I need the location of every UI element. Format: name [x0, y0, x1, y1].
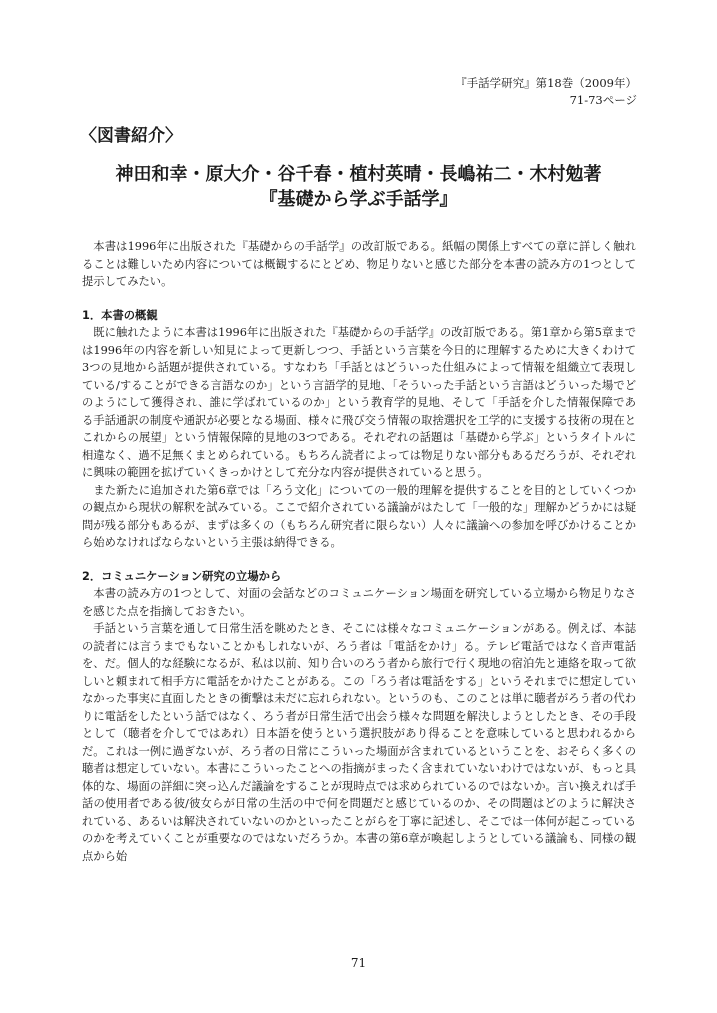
page-number: 71: [350, 956, 367, 970]
section-1-paragraph-1: 既に触れたように本書は1996年に出版された『基礎からの手話学』の改訂版である。第1章から第5章までは1996年の内容を新しい知見によって更新しつつ、手話という言葉を今日的に理解するために大きくわけて3つの見地から話題が提供されている。すなわち「手話とはどういった仕組みによって情報を組織立て表現している/することができる言語なのか」という言語学的見地、「そういった手話という言語はどういった場でどのようにして獲得され、誰に学ばれているのか」という教育学的見地、そして「手話を介した情報保障である手話通訳の制度や通訳が必要となる場面、様々に飛び交う情報の取捨選択を工学的に支援する技術の現在とこれからの展望」という情報保障的見地の3つである。それぞれの話題は「基礎から学ぶ」というタイトルに相違なく、過不足無くまとめられている。もちろん読者によっては物足りない部分もあるだろうが、それぞれに興味の範囲を拡げていくきっかけとして充分な内容が提供されていると思う。: [82, 326, 636, 479]
book-title: 『基礎から学ぶ手話学』: [259, 189, 458, 210]
journal-volume: 『手話学研究』第18巻（2009年）: [455, 76, 637, 90]
journal-pages: 71-73ページ: [569, 93, 637, 107]
authors: 神田和幸・原大介・谷千春・植村英晴・長嶋祐二・木村勉著: [115, 164, 602, 185]
section-2-heading: 2．コミュニケーション研究の立場から: [82, 569, 282, 583]
section-2-paragraph-2: 手話という言葉を通して日常生活を眺めたとき、そこには様々なコミュニケーションがある。例えば、本誌の読者には言うまでもないことかもしれないが、ろう者は「電話をかけ」る。テレビ電話ではなく音声電話を、だ。個人的な経験になるが、私は以前、知り合いのろう者から旅行で行く現地の宿泊先と連絡を取って欲しいと頼まれて相手方に電話をかけたことがある。この「ろう者は電話をする」というそれまでに想定していなかった事実に直面したときの衝撃は未だに忘れられない。というのも、このことは単に聴者がろう者の代わりに電話をしたという話ではなく、ろう者が日常生活で出会う様々な問題を解決しようとしたとき、その手段として（聴者を介してではあれ）日本語を使うという選択肢があり得ることを意味していると思われるからだ。これは一例に過ぎないが、ろう者の日常にこういった場面が含まれているということを、おそらく多くの聴者は想定していない。本書にこういったことへの指摘がまったく含まれていないわけではないが、もっと具体的な、場面の詳細に突っ込んだ議論をすることが現時点では求められているのではないか。言い換えれば手話の使用者である彼/彼女らが日常の生活の中で何を問題だと感じているのか、その問題はどのように解決されている、あるいは解決されていないのかといったことがらを丁寧に記述し、そこでは一体何が起こっているのかを考えていくことが重要なのではないだろうか。本書の第6章が喚起しようとしている議論も、同様の観点から始: [82, 622, 636, 863]
journal-citation: [455, 75, 637, 109]
section-2-paragraph-1: 本書の読み方の1つとして、対面の会話などのコミュニケーション場面を研究している立場から物足りなさを感じた点を指摘しておきたい。: [82, 587, 636, 618]
article-body: [82, 238, 636, 865]
section-label: 〈図書紹介〉: [80, 126, 182, 146]
intro-paragraph: 本書は1996年に出版された『基礎からの手話学』の改訂版である。紙幅の関係上すべての章に詳しく触れることは難しいため内容については概観するにとどめ、物足りないと感じた部分を本書の読み方の1つとして提示してみたい。: [82, 240, 636, 288]
section-1-paragraph-2: また新たに追加された第6章では「ろう文化」についての一般的理解を提供することを目的としていくつかの観点から現状の解釈を試みている。ここで紹介されている議論がはたして「一般的な」理解かどうかには疑問が残る部分もあるが、まずは多くの（もちろん研究者に限らない）人々に議論への参加を呼びかけることから始めなければならないという主張は納得できる。: [82, 483, 636, 549]
section-1-heading: 1．本書の概観: [82, 308, 158, 322]
